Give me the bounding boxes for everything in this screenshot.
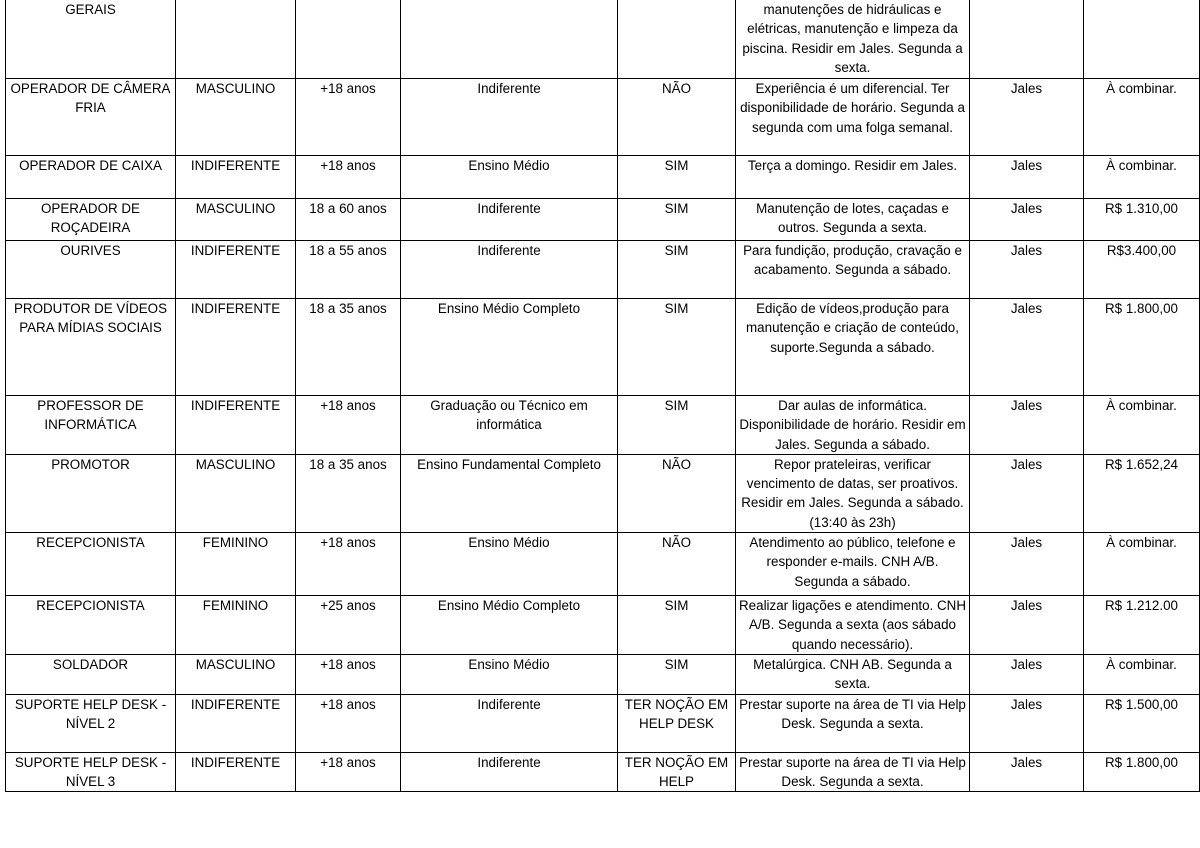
cell-cargo: PROFESSOR DE INFORMÁTICA [6, 396, 176, 455]
cell-cargo: OPERADOR DE CÂMERA FRIA [6, 79, 176, 156]
cell-sexo: INDIFERENTE [176, 694, 296, 752]
table-row [6, 199, 1200, 241]
cell-idade: 18 a 35 anos [296, 454, 401, 532]
cell-escolaridade: Indiferente [401, 79, 618, 156]
cell-descricao: Realizar ligações e atendimento. CNH A/B. Segunda a sexta (aos sábado quando necessário). [736, 596, 970, 655]
cell-experiencia: SIM [618, 654, 736, 694]
cell-idade: +18 anos [296, 396, 401, 455]
cell-cargo: GERAIS [6, 0, 176, 79]
cell-descricao: Edição de vídeos,produção para manutenção e criação de conteúdo, suporte.Segunda a sábado. [736, 299, 970, 396]
cell-cidade: Jales [970, 396, 1084, 455]
cell-experiencia: SIM [618, 156, 736, 199]
cell-cargo: SUPORTE HELP DESK - NÍVEL 3 [6, 752, 176, 792]
cell-experiencia [618, 0, 736, 79]
cell-cidade: Jales [970, 241, 1084, 299]
cell-descricao: Manutenção de lotes, caçadas e outros. Segunda a sexta. [736, 199, 970, 241]
cell-salario: R$ 1.500,00 [1084, 694, 1200, 752]
cell-experiencia: SIM [618, 299, 736, 396]
cell-cidade: Jales [970, 533, 1084, 596]
cell-experiencia: TER NOÇÃO EM HELP DESK [618, 694, 736, 752]
table-row [6, 79, 1200, 156]
table-row [6, 694, 1200, 752]
cell-escolaridade: Graduação ou Técnico em informática [401, 396, 618, 455]
cell-salario: R$ 1.212.00 [1084, 596, 1200, 655]
cell-descricao: Prestar suporte na área de TI via Help Desk. Segunda a sexta. [736, 694, 970, 752]
cell-sexo: MASCULINO [176, 454, 296, 532]
cell-salario: À combinar. [1084, 533, 1200, 596]
table-row [6, 299, 1200, 396]
cell-experiencia: NÃO [618, 533, 736, 596]
cell-descricao: Repor prateleiras, verificar vencimento de datas, ser proativos. Residir em Jales. Segunda a sábado. (13:40 às 23h) [736, 454, 970, 532]
cell-descricao: Terça a domingo. Residir em Jales. [736, 156, 970, 199]
cell-sexo: INDIFERENTE [176, 241, 296, 299]
cell-sexo: FEMININO [176, 596, 296, 655]
cell-escolaridade: Indiferente [401, 241, 618, 299]
cell-idade: +18 anos [296, 156, 401, 199]
cell-cargo: OPERADOR DE ROÇADEIRA [6, 199, 176, 241]
cell-experiencia: TER NOÇÃO EM HELP [618, 752, 736, 792]
cell-idade: +25 anos [296, 596, 401, 655]
cell-cidade: Jales [970, 79, 1084, 156]
table-row [6, 596, 1200, 655]
cell-salario: R$ 1.652,24 [1084, 454, 1200, 532]
cell-experiencia: SIM [618, 396, 736, 455]
cell-descricao: Para fundição, produção, cravação e acabamento. Segunda a sábado. [736, 241, 970, 299]
cell-idade: 18 a 55 anos [296, 241, 401, 299]
cell-cargo: RECEPCIONISTA [6, 596, 176, 655]
table-row [6, 533, 1200, 596]
cell-salario: À combinar. [1084, 654, 1200, 694]
table-row [6, 454, 1200, 532]
cell-escolaridade: Ensino Médio [401, 533, 618, 596]
cell-escolaridade: Ensino Médio Completo [401, 299, 618, 396]
cell-descricao: Metalúrgica. CNH AB. Segunda a sexta. [736, 654, 970, 694]
cell-cargo: RECEPCIONISTA [6, 533, 176, 596]
cell-experiencia: SIM [618, 596, 736, 655]
cell-experiencia: SIM [618, 199, 736, 241]
cell-escolaridade: Ensino Médio [401, 156, 618, 199]
cell-idade: +18 anos [296, 79, 401, 156]
cell-cargo: OPERADOR DE CAIXA [6, 156, 176, 199]
cell-idade: 18 a 60 anos [296, 199, 401, 241]
cell-experiencia: NÃO [618, 454, 736, 532]
cell-cidade: Jales [970, 694, 1084, 752]
cell-salario: R$ 1.800,00 [1084, 752, 1200, 792]
cell-cidade: Jales [970, 156, 1084, 199]
cell-idade: +18 anos [296, 752, 401, 792]
cell-descricao: Atendimento ao público, telefone e responder e-mails. CNH A/B. Segunda a sábado. [736, 533, 970, 596]
cell-cidade: Jales [970, 752, 1084, 792]
cell-sexo: FEMININO [176, 533, 296, 596]
table-row [6, 396, 1200, 455]
cell-descricao: Experiência é um diferencial. Ter disponibilidade de horário. Segunda a segunda com uma folga semanal. [736, 79, 970, 156]
cell-cidade: Jales [970, 199, 1084, 241]
table-row [6, 752, 1200, 792]
cell-cidade: Jales [970, 299, 1084, 396]
cell-salario: R$ 1.310,00 [1084, 199, 1200, 241]
cell-sexo: INDIFERENTE [176, 299, 296, 396]
cell-salario: À combinar. [1084, 156, 1200, 199]
cell-cargo: OURIVES [6, 241, 176, 299]
cell-descricao: Prestar suporte na área de TI via Help Desk. Segunda a sexta. [736, 752, 970, 792]
table-row [6, 0, 1200, 79]
cell-experiencia: NÃO [618, 79, 736, 156]
job-vacancies-table [5, 0, 1200, 792]
cell-sexo: INDIFERENTE [176, 396, 296, 455]
cell-cargo: PRODUTOR DE VÍDEOS PARA MÍDIAS SOCIAIS [6, 299, 176, 396]
cell-experiencia: SIM [618, 241, 736, 299]
cell-idade: +18 anos [296, 533, 401, 596]
cell-escolaridade [401, 0, 618, 79]
cell-descricao: manutenções de hidráulicas e elétricas, manutenção e limpeza da piscina. Residir em Jales. Segunda a sexta. [736, 0, 970, 79]
cell-escolaridade: Ensino Médio [401, 654, 618, 694]
cell-escolaridade: Indiferente [401, 694, 618, 752]
cell-salario: À combinar. [1084, 396, 1200, 455]
cell-sexo [176, 0, 296, 79]
cell-escolaridade: Indiferente [401, 752, 618, 792]
cell-escolaridade: Ensino Médio Completo [401, 596, 618, 655]
cell-idade: +18 anos [296, 694, 401, 752]
table-row [6, 156, 1200, 199]
cell-salario [1084, 0, 1200, 79]
cell-sexo: MASCULINO [176, 199, 296, 241]
cell-cidade: Jales [970, 454, 1084, 532]
cell-sexo: MASCULINO [176, 79, 296, 156]
cell-cidade: Jales [970, 596, 1084, 655]
cell-cargo: SOLDADOR [6, 654, 176, 694]
cell-cidade: Jales [970, 654, 1084, 694]
cell-cargo: PROMOTOR [6, 454, 176, 532]
cell-idade: +18 anos [296, 654, 401, 694]
cell-salario: À combinar. [1084, 79, 1200, 156]
cell-sexo: INDIFERENTE [176, 752, 296, 792]
cell-cargo: SUPORTE HELP DESK - NÍVEL 2 [6, 694, 176, 752]
cell-escolaridade: Ensino Fundamental Completo [401, 454, 618, 532]
cell-escolaridade: Indiferente [401, 199, 618, 241]
cell-descricao: Dar aulas de informática. Disponibilidade de horário. Residir em Jales. Segunda a sábado. [736, 396, 970, 455]
cell-cidade [970, 0, 1084, 79]
cell-idade [296, 0, 401, 79]
cell-idade: 18 a 35 anos [296, 299, 401, 396]
cell-salario: R$ 1.800,00 [1084, 299, 1200, 396]
cell-sexo: MASCULINO [176, 654, 296, 694]
cell-sexo: INDIFERENTE [176, 156, 296, 199]
cell-salario: R$3.400,00 [1084, 241, 1200, 299]
table-row [6, 654, 1200, 694]
table-row [6, 241, 1200, 299]
